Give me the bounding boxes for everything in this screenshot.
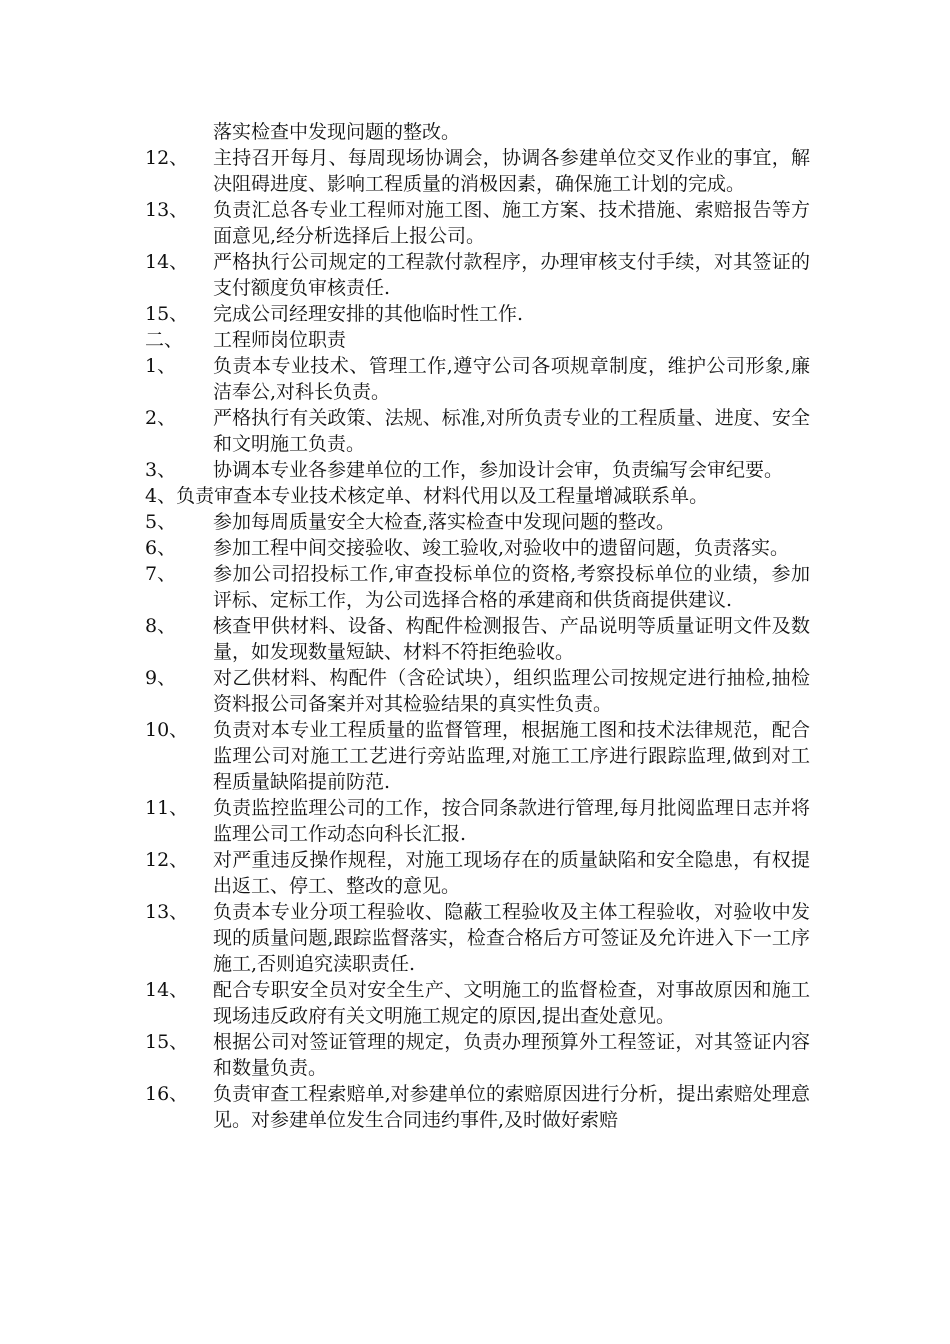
item-text: 负责本专业技术、管理工作,遵守公司各项规章制度，维护公司形象,廉洁奉公,对科长负责。 [213, 355, 810, 403]
item-text: 参加每周质量安全大检查,落实检查中发现问题的整改。 [213, 511, 676, 533]
item-number: 11、 [145, 797, 189, 819]
item-text: 严格执行有关政策、法规、标准,对所负责专业的工程质量、进度、安全和文明施工负责。 [213, 407, 810, 455]
list-item [145, 1081, 810, 1133]
item-text: 参加工程中间交接验收、竣工验收,对验收中的遗留问题，负责落实。 [213, 537, 790, 559]
item-number: 9、 [145, 667, 177, 689]
item-number: 15、 [145, 303, 189, 325]
list-item [145, 249, 810, 301]
duty-list [145, 119, 810, 1133]
list-item [145, 301, 810, 327]
item-text: 参加公司招投标工作,审查投标单位的资格,考察投标单位的业绩，参加评标、定标工作，为公司选择合格的承建商和供货商提供建议. [213, 563, 810, 611]
list-item [145, 561, 810, 613]
list-item [145, 119, 810, 145]
item-number: 12、 [145, 849, 189, 871]
item-number: 14、 [145, 251, 189, 273]
item-text: 4、负责审查本专业技术核定单、材料代用以及工程量增减联系单。 [145, 485, 709, 507]
item-number: 12、 [145, 147, 189, 169]
item-number: 8、 [145, 615, 177, 637]
list-item [145, 509, 810, 535]
list-item [145, 665, 810, 717]
item-text: 对乙供材料、构配件（含砼试块），组织监理公司按规定进行抽检,抽检资料报公司备案并对其检验结果的真实性负责。 [213, 667, 810, 715]
item-number: 6、 [145, 537, 177, 559]
item-text: 负责汇总各专业工程师对施工图、施工方案、技术措施、索赔报告等方面意见,经分析选择后上报公司。 [213, 199, 810, 247]
section-number: 二、 [145, 329, 184, 351]
section-title: 工程师岗位职责 [213, 329, 347, 351]
item-number: 5、 [145, 511, 177, 533]
item-text: 负责对本专业工程质量的监督管理，根据施工图和技术法律规范，配合监理公司对施工工艺进行旁站监理,对施工工序进行跟踪监理,做到对工程质量缺陷提前防范. [213, 719, 810, 793]
item-number: 2、 [145, 407, 177, 429]
item-number: 1、 [145, 355, 177, 377]
list-item [145, 197, 810, 249]
item-number: 7、 [145, 563, 177, 585]
item-text: 根据公司对签证管理的规定，负责办理预算外工程签证，对其签证内容和数量负责。 [213, 1031, 810, 1079]
item-text: 完成公司经理安排的其他临时性工作. [213, 303, 524, 325]
list-item [145, 717, 810, 795]
section-heading [145, 327, 810, 353]
item-number: 16、 [145, 1083, 189, 1105]
item-text: 严格执行公司规定的工程款付款程序，办理审核支付手续，对其签证的支付额度负审核责任. [213, 251, 810, 299]
list-item [145, 613, 810, 665]
list-item [145, 483, 810, 509]
list-item [145, 405, 810, 457]
item-text: 负责本专业分项工程验收、隐蔽工程验收及主体工程验收，对验收中发现的质量问题,跟踪监督落实，检查合格后方可签证及允许进入下一工序施工,否则追究渎职责任. [213, 901, 810, 975]
item-text: 负责监控监理公司的工作，按合同条款进行管理,每月批阅监理日志并将监理公司工作动态向科长汇报. [213, 797, 810, 845]
item-number: 13、 [145, 199, 189, 221]
list-item [145, 535, 810, 561]
item-text: 主持召开每月、每周现场协调会，协调各参建单位交叉作业的事宜，解决阻碍进度、影响工程质量的消极因素，确保施工计划的完成。 [213, 147, 810, 195]
item-number: 3、 [145, 459, 177, 481]
item-number: 10、 [145, 719, 189, 741]
list-item [145, 899, 810, 977]
list-item [145, 977, 810, 1029]
list-item [145, 457, 810, 483]
item-text: 对严重违反操作规程，对施工现场存在的质量缺陷和安全隐患，有权提出返工、停工、整改的意见。 [213, 849, 810, 897]
item-text: 协调本专业各参建单位的工作，参加设计会审，负责编写会审纪要。 [213, 459, 784, 481]
list-item [145, 145, 810, 197]
item-number: 15、 [145, 1031, 189, 1053]
item-text: 落实检查中发现问题的整改。 [213, 121, 461, 143]
list-item [145, 847, 810, 899]
item-number: 14、 [145, 979, 189, 1001]
list-item [145, 353, 810, 405]
item-text: 配合专职安全员对安全生产、文明施工的监督检查，对事故原因和施工现场违反政府有关文明施工规定的原因,提出查处意见。 [213, 979, 810, 1027]
item-number: 13、 [145, 901, 189, 923]
list-item [145, 1029, 810, 1081]
item-text: 负责审查工程索赔单,对参建单位的索赔原因进行分析，提出索赔处理意见。对参建单位发生合同违约事件,及时做好索赔 [213, 1083, 810, 1131]
item-text: 核查甲供材料、设备、构配件检测报告、产品说明等质量证明文件及数量，如发现数量短缺、材料不符拒绝验收。 [213, 615, 810, 663]
list-item [145, 795, 810, 847]
